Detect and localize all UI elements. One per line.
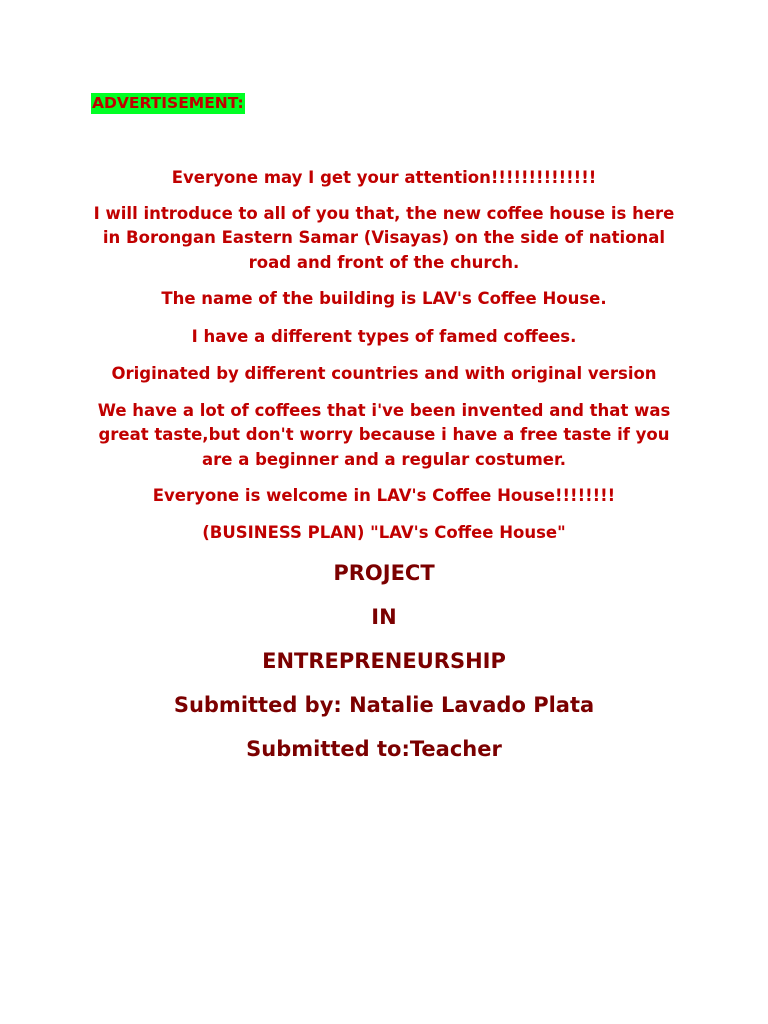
free-taste-paragraph: We have a lot of coffees that i've been invented and that was great taste,but don't worry because i have a free taste if you are a beginner and a regular costumer. [97, 401, 671, 469]
business-plan-line: (BUSINESS PLAN) "LAV's Coffee House" [202, 523, 566, 542]
building-name-paragraph: The name of the building is LAV's Coffee House. [161, 289, 607, 308]
origin-paragraph: Originated by different countries and with original version [111, 364, 657, 383]
title-project: PROJECT [333, 561, 435, 585]
introduction-paragraph: I will introduce to all of you that, the new coffee house is here in Borongan Eastern Samar (Visayas) on the side of national road and front of the church. [93, 204, 675, 272]
submitted-to-line: Submitted to:Teacher [246, 737, 502, 761]
submitted-by-line: Submitted by: Natalie Lavado Plata [173, 693, 595, 717]
title-entrepreneurship: ENTREPRENEURSHIP [262, 649, 506, 673]
coffee-types-paragraph: I have a different types of famed coffees. [191, 327, 577, 346]
welcome-paragraph: Everyone is welcome in LAV's Coffee House!!!!!!!! [152, 486, 616, 505]
advertisement-heading: ADVERTISEMENT: [92, 94, 244, 112]
title-in: IN [371, 605, 397, 629]
attention-paragraph: Everyone may I get your attention!!!!!!!!!!!!!! [171, 168, 597, 187]
